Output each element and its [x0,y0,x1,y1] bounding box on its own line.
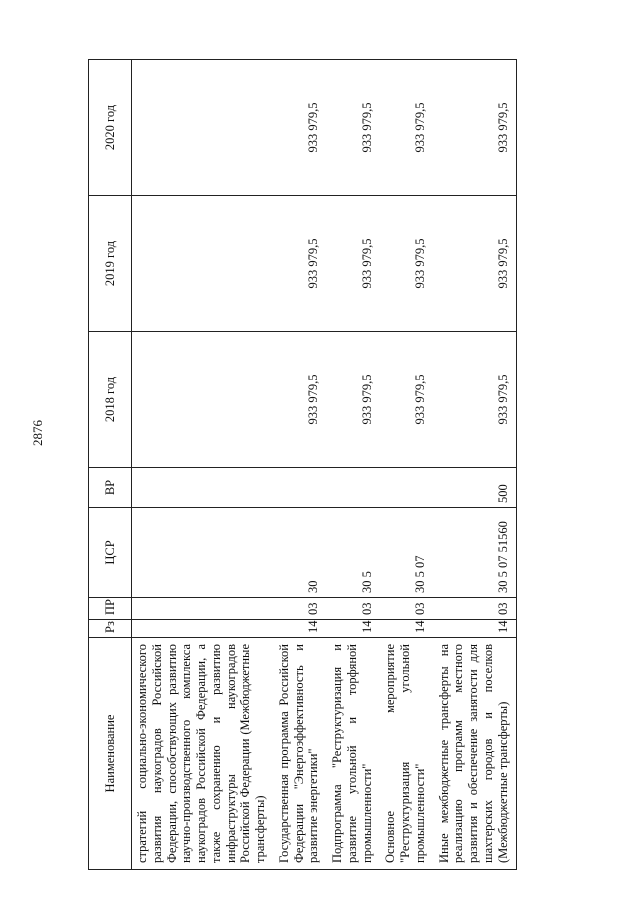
row-rz: 14 [274,620,327,638]
row-2019 [132,196,274,332]
table-row [380,60,433,870]
row-name: Основное мероприятие "Реструктуризация угольной промышленности" [380,638,433,870]
table-header-row [89,60,132,870]
row-2019: 933 979,5 [274,196,327,332]
row-2018: 933 979,5 [327,332,380,468]
row-rz: 14 [380,620,433,638]
row-csr: 30 [274,508,327,598]
row-name: стратегий социально-экономического развития наукоградов Российской Федерации, способствующих развитию научно-производственного комплекса наукоградов Российской Федерации, а также сохранению и развитию инфраструктуры наукоградов Российской Федерации (Межбюджетные трансферты) [132,638,274,870]
row-pr: 03 [380,598,433,620]
row-2019: 933 979,5 [380,196,433,332]
row-pr: 03 [327,598,380,620]
row-2020: 933 979,5 [327,60,380,196]
header-name: Наименование [89,638,132,870]
table-row [132,60,274,870]
budget-table [88,59,517,870]
row-2019: 933 979,5 [327,196,380,332]
row-csr: 30 5 07 51560 [434,508,517,598]
row-2020: 933 979,5 [380,60,433,196]
header-2019: 2019 год [89,196,132,332]
row-name: Подпрограмма "Реструктуризация и развитие угольной и торфяной промышленности" [327,638,380,870]
row-csr: 30 5 07 [380,508,433,598]
row-csr: 30 5 [327,508,380,598]
page-number: 2876 [30,420,45,446]
table-row [274,60,327,870]
table-row [434,60,517,870]
row-name: Государственная программа Российской Федерации "Энергоэффективность и развитие энергетики" [274,638,327,870]
row-2019: 933 979,5 [434,196,517,332]
row-vr [132,468,274,508]
table-row [327,60,380,870]
header-vr: ВР [89,468,132,508]
row-vr [327,468,380,508]
row-2018: 933 979,5 [274,332,327,468]
budget-table-rotated [88,60,588,870]
row-vr: 500 [434,468,517,508]
row-pr: 03 [274,598,327,620]
row-vr [274,468,327,508]
row-pr: 03 [434,598,517,620]
row-rz: 14 [327,620,380,638]
row-2018: 933 979,5 [380,332,433,468]
row-csr [132,508,274,598]
row-rz: 14 [434,620,517,638]
row-2018 [132,332,274,468]
row-2020: 933 979,5 [434,60,517,196]
row-2018: 933 979,5 [434,332,517,468]
row-pr [132,598,274,620]
row-rz [132,620,274,638]
row-name: Иные межбюджетные трансферты на реализацию программ местного развития и обеспечение занятости для шахтерских городов и поселков (Межбюджетные трансферты) [434,638,517,870]
header-rz: Рз [89,620,132,638]
header-csr: ЦСР [89,508,132,598]
header-2020: 2020 год [89,60,132,196]
row-2020: 933 979,5 [274,60,327,196]
row-2020 [132,60,274,196]
header-pr: ПР [89,598,132,620]
row-vr [380,468,433,508]
header-2018: 2018 год [89,332,132,468]
